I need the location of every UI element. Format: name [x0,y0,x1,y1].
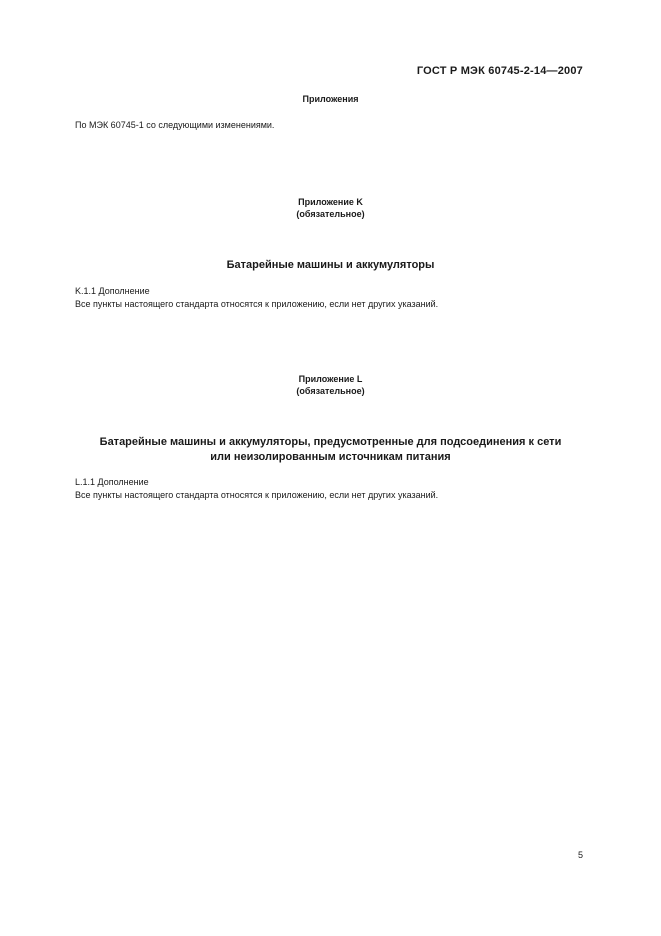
annex-k-heading: Батарейные машины и аккумуляторы [226,259,435,271]
annex-l-status: (обязательное) [296,386,365,396]
appendices-intro: По МЭК 60745-1 со следующими изменениями. [75,120,275,130]
annex-l-clause-header [75,476,438,489]
annex-l-title [0,373,661,397]
annex-l-clause-label: Дополнение [97,477,149,487]
annex-k-clause-text: Все пункты настоящего стандарта относятся к приложению, если нет других указаний. [75,299,439,309]
annex-k-status: (обязательное) [296,209,365,219]
annex-k-clause-label: Дополнение [98,286,150,296]
annex-l-heading-line1: Батарейные машины и аккумуляторы, предусмотренные для подсоединения к сети [99,436,562,448]
annex-k-clause-header [75,285,438,298]
annex-l-clause [75,476,438,502]
annex-l-label: Приложение L [298,374,363,384]
annex-l-heading [0,435,661,465]
page-number: 5 [577,850,583,860]
annex-l-clause-text: Все пункты настоящего стандарта относятся к приложению, если нет других указаний. [75,490,439,500]
annex-k-label: Приложение K [298,197,363,207]
annex-k-title [0,196,661,220]
annex-l-heading-line2: или неизолированным источникам питания [210,451,451,463]
document-header: ГОСТ Р МЭК 60745-2-14—2007 [416,65,583,77]
annex-k-clause [75,285,438,311]
annex-l-clause-number: L.1.1 [75,477,96,487]
appendices-title: Приложения [302,94,359,104]
annex-k-clause-number: K.1.1 [75,286,97,296]
